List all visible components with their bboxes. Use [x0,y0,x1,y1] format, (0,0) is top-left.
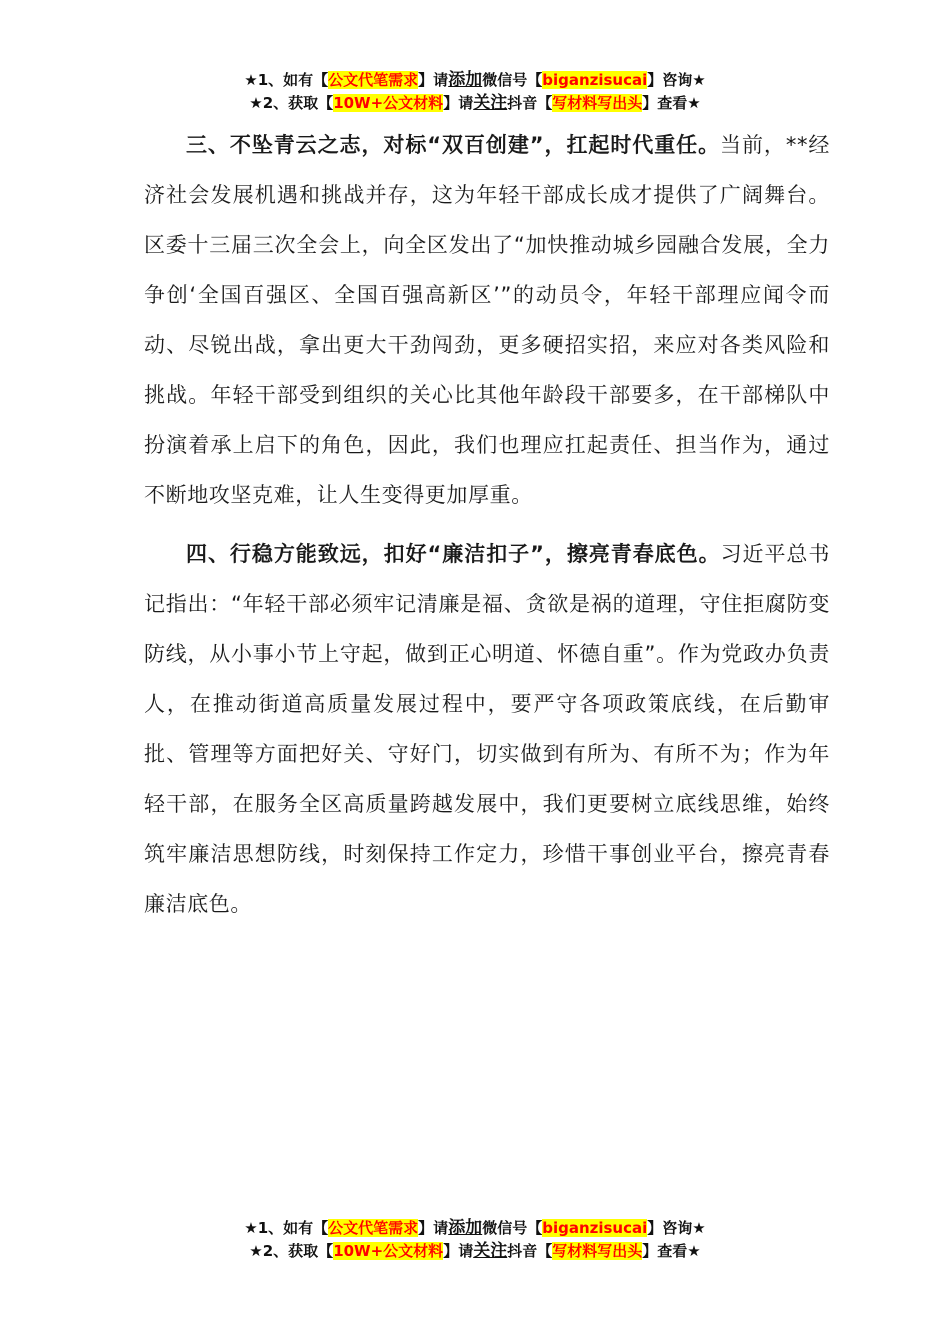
star-icon: ★ [249,1242,263,1260]
promo-text: 】请 [443,94,474,112]
footer-promo [0,1217,950,1263]
promo-text: 】请 [418,1219,449,1237]
paragraph-heading: 四、行稳方能致远，扣好“廉洁扣子”，擦亮青春底色。 [186,542,721,566]
promo-text: 】请 [418,71,449,89]
promo-highlight: 10W+公文材料 [333,1242,444,1260]
promo-text: 抖音【 [507,1242,553,1260]
promo-highlight: 公文代笔需求 [328,1219,419,1237]
promo-line-1 [0,69,950,92]
star-icon: ★ [244,71,258,89]
star-icon: ★ [244,1219,258,1237]
promo-text: 2、获取【 [262,1242,334,1260]
promo-text: 微信号【 [482,71,543,89]
star-icon: ★ [249,94,263,112]
paragraph [144,120,830,520]
promo-highlight: 写材料写出头 [552,1242,643,1260]
promo-underlined: 添加 [448,1218,483,1238]
promo-text: 微信号【 [482,1219,543,1237]
promo-underlined: 添加 [448,70,483,90]
star-icon: ★ [687,1242,701,1260]
star-icon: ★ [692,1219,706,1237]
promo-text: 】咨询 [647,1219,693,1237]
star-icon: ★ [687,94,701,112]
promo-text: 2、获取【 [262,94,334,112]
promo-text: 抖音【 [507,94,553,112]
promo-text: 】请 [443,1242,474,1260]
paragraph-text: 习近平总书记指出：“年轻干部必须牢记清廉是福、贪欲是祸的道理，守住拒腐防变防线，从小事小节上守起，做到正心明道、怀德自重”。作为党政办负责人，在推动街道高质量发展过程中，要严守各项政策底线，在后勤审批、管理等方面把好关、守好门，切实做到有所为、有所不为；作为年轻干部，在服务全区高质量跨越发展中，我们更要树立底线思维，始终筑牢廉洁思想防线，时刻保持工作定力，珍惜干事创业平台，擦亮青春廉洁底色。 [144,542,830,916]
promo-text: 】查看 [642,1242,688,1260]
paragraph-heading: 三、不坠青云之志，对标“双百创建”，扛起时代重任。 [186,133,721,157]
promo-text: 1、如有【 [257,71,329,89]
promo-text: 1、如有【 [257,1219,329,1237]
promo-highlight: biganzisucai [542,1219,648,1237]
promo-highlight: 公文代笔需求 [328,71,419,89]
promo-highlight: 10W+公文材料 [333,94,444,112]
promo-text: 】查看 [642,94,688,112]
star-icon: ★ [692,71,706,89]
header-promo [0,69,950,115]
promo-line-2 [0,1240,950,1263]
paragraph [144,529,830,929]
promo-highlight: biganzisucai [542,71,648,89]
promo-underlined: 关注 [473,93,508,113]
document-body [144,120,830,929]
promo-line-2 [0,92,950,115]
promo-line-1 [0,1217,950,1240]
paragraph-text: 当前，**经济社会发展机遇和挑战并存，这为年轻干部成长成才提供了广阔舞台。区委十三届三次全会上，向全区发出了“加快推动城乡园融合发展，全力争创‘全国百强区、全国百强高新区’”的动员令，年轻干部理应闻令而动、尽锐出战，拿出更大干劲闯劲，更多硬招实招，来应对各类风险和挑战。年轻干部受到组织的关心比其他年龄段干部要多，在干部梯队中扮演着承上启下的角色，因此，我们也理应扛起责任、担当作为，通过不断地攻坚克难，让人生变得更加厚重。 [144,133,830,507]
promo-text: 】咨询 [647,71,693,89]
promo-underlined: 关注 [473,1241,508,1261]
promo-highlight: 写材料写出头 [552,94,643,112]
